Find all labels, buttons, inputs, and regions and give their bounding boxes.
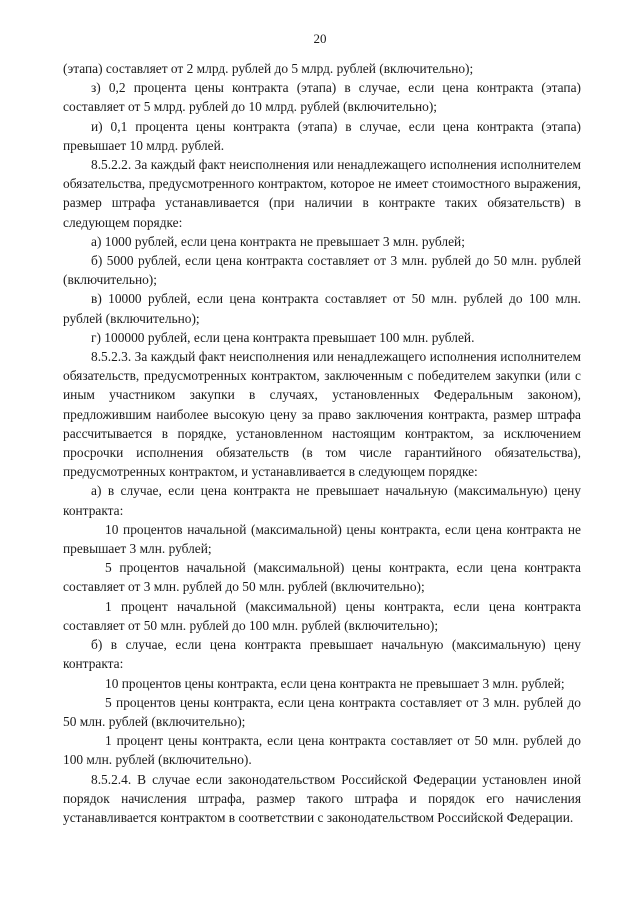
- paragraph: 5 процентов цены контракта, если цена контракта составляет от 3 млн. рублей до 50 млн. рублей (включительно);: [63, 694, 581, 729]
- paragraph: 10 процентов начальной (максимальной) цены контракта, если цена контракта не превышает 3 млн. рублей;: [63, 521, 581, 557]
- paragraph: 1 процент начальной (максимальной) цены контракта, если цена контракта составляет от 50 млн. рублей до 100 млн. рублей (включительно);: [63, 598, 581, 633]
- page-number: 20: [313, 31, 327, 46]
- paragraph: а) в случае, если цена контракта не превышает начальную (максимальную) цену контракта:: [63, 483, 581, 518]
- paragraph: б) 5000 рублей, если цена контракта составляет от 3 млн. рублей до 50 млн. рублей (включительно);: [63, 253, 581, 288]
- paragraph: и) 0,1 процента цены контракта (этапа) в случае, если цена контракта (этапа) превышает 10 млрд. рублей.: [63, 118, 581, 153]
- paragraph: г) 100000 рублей, если цена контракта превышает 100 млн. рублей.: [91, 329, 475, 345]
- paragraph: а) 1000 рублей, если цена контракта не превышает 3 млн. рублей;: [91, 233, 465, 249]
- paragraph: 8.5.2.4. В случае если законодательством Российской Федерации установлен иной порядок начисления штрафа, размер такого штрафа и порядок его начисления устанавливается контрактом в соответствии с законодательством Российской Федерации.: [63, 771, 581, 825]
- paragraph: 1 процент цены контракта, если цена контракта составляет от 50 млн. рублей до 100 млн. рублей (включительно).: [63, 733, 581, 768]
- document-body: [63, 59, 581, 827]
- paragraph: в) 10000 рублей, если цена контракта составляет от 50 млн. рублей до 100 млн. рублей (включительно);: [63, 291, 581, 326]
- paragraph: 8.5.2.3. За каждый факт неисполнения или ненадлежащего исполнения исполнителем обязательств, предусмотренных контрактом, заключенным с победителем закупки (или с иным участником закупки в случаях, установленных Федеральным законом), предложившим наиболее высокую цену за право заключения контракта, размер штрафа рассчитывается в порядке, установленном настоящим контрактом, за исключением просрочки исполнения обязательств (в том числе гарантийного обязательства), предусмотренных контрактом, и устанавливается в следующем порядке:: [63, 349, 581, 480]
- paragraph: 5 процентов начальной (максимальной) цены контракта, если цена контракта составляет от 3 млн. рублей до 50 млн. рублей (включительно);: [63, 560, 581, 595]
- paragraph: з) 0,2 процента цены контракта (этапа) в случае, если цена контракта (этапа) составляет от 5 млрд. рублей до 10 млрд. рублей (включительно);: [63, 80, 581, 115]
- paragraph: (этапа) составляет от 2 млрд. рублей до 5 млрд. рублей (включительно);: [63, 61, 474, 76]
- paragraph: б) в случае, если цена контракта превышает начальную (максимальную) цену контракта:: [63, 637, 581, 672]
- paragraph: 10 процентов цены контракта, если цена контракта не превышает 3 млн. рублей;: [105, 675, 565, 691]
- paragraph: 8.5.2.2. За каждый факт неисполнения или ненадлежащего исполнения исполнителем обязательства, предусмотренного контрактом, которое не имеет стоимостного выражения, размер штрафа устанавливается (при наличии в контракте таких обязательств) в следующем порядке:: [63, 157, 581, 230]
